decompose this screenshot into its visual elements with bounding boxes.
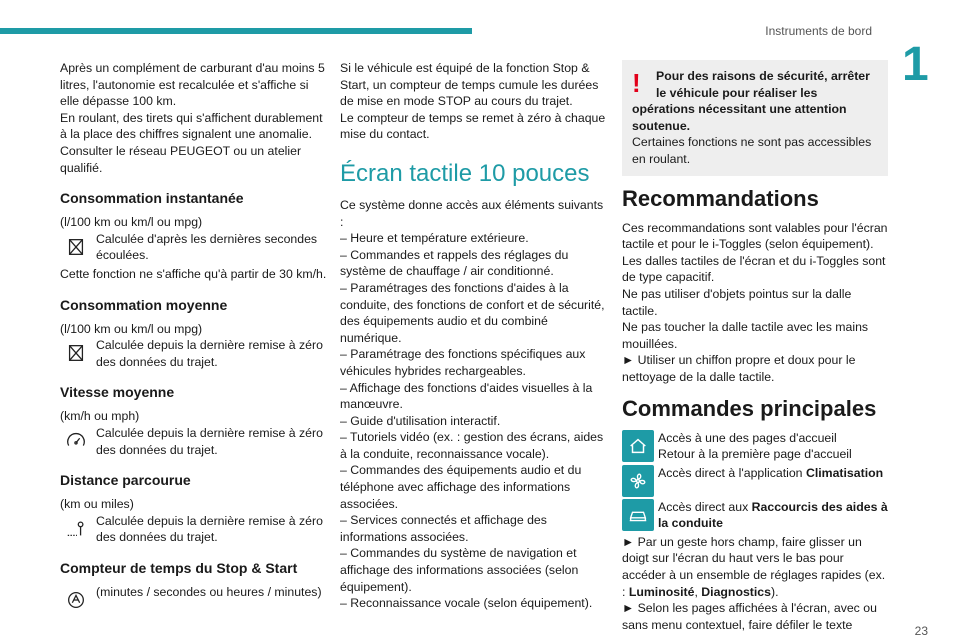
list-item: – Affichage des fonctions d'aides visuelles à la manœuvre. <box>340 380 593 412</box>
chapter-number: 1 <box>902 38 929 91</box>
reco-paragraph: Ne pas utiliser d'objets pointus sur la dalle tactile. <box>622 286 852 318</box>
section-desc-distance: Calculée depuis la dernière remise à zéro des données du trajet. <box>96 513 323 545</box>
section-desc-stopstart: (minutes / secondes ou heures / minutes) <box>96 584 322 599</box>
page-header-title: Instruments de bord <box>765 24 872 38</box>
reco-paragraph: ► Utiliser un chiffon propre et doux pour le nettoyage de la dalle tactile. <box>622 353 856 384</box>
section-desc-average: Calculée depuis la dernière remise à zéro des données du trajet. <box>96 338 323 369</box>
list-item: – Paramétrages des fonctions d'aides à la conduite, des fonctions de confort et de sécurité, des équipements audio et du combiné numérique. <box>340 280 605 345</box>
section-desc-speed: Calculée depuis la dernière remise à zéro des données du trajet. <box>96 425 323 457</box>
reco-paragraph: Ces recommandations sont valables pour l'écran tactile et pour le i-Toggles (selon équipement). <box>622 220 888 252</box>
list-item: – Paramétrage des fonctions spécifiques aux véhicules hybrides rechargeables. <box>340 347 586 378</box>
stopstart-reset-paragraph: Le compteur de temps se remet à zéro à chaque mise du contact. <box>340 110 606 142</box>
home-icon <box>622 430 654 462</box>
intro-paragraph-1: Après un complément de carburant d'au moins 5 litres, l'autonomie est recalculée et s'affiche si elle dépasse 100 km. <box>60 61 325 109</box>
command-home-line2: Retour à la première page d'accueil <box>658 447 852 462</box>
command-driving-aids <box>622 499 888 532</box>
list-item: – Tutoriels vidéo (ex. : gestion des écrans, aides à la conduite, reconnaissance vocale). <box>340 430 604 461</box>
command-home-line1: Accès à une des pages d'accueil <box>658 430 837 445</box>
reco-paragraph: Ne pas toucher la dalle tactile avec les mains mouillées. <box>622 320 869 351</box>
fuel-gauge-icon <box>60 231 92 263</box>
section-unit-average: (l/100 km ou km/l ou mpg) <box>60 321 203 336</box>
section-item-speed <box>60 425 328 458</box>
reco-paragraph: Les dalles tactiles de l'écran et du i-Toggles sont de type capacitif. <box>622 253 886 285</box>
warning-icon: ! <box>632 68 641 98</box>
command-climate-text: Accès direct à l'application Climatisation <box>658 465 884 480</box>
intro-paragraph-2: En roulant, des tirets qui s'affichent durablement à la place des chiffres signalent une anomalie. Consulter le réseau PEUGEOT ou un atelier qualifié. <box>60 110 323 175</box>
header-accent-bar <box>0 28 472 34</box>
recommendations-heading: Recommandations <box>622 185 819 211</box>
main-commands-heading: Commandes principales <box>622 395 877 421</box>
speedometer-icon <box>60 425 92 457</box>
page-number: 23 <box>914 624 928 639</box>
list-item: – Services connectés et affichage des informations associées. <box>340 513 547 544</box>
section-desc-instant: Calculée d'après les dernières secondes écoulées. <box>96 231 318 263</box>
section-title-stopstart: Compteur de temps du Stop & Start <box>60 559 298 576</box>
list-item: – Reconnaissance vocale (selon équipement). <box>340 596 593 611</box>
distance-pin-icon <box>60 513 92 545</box>
section-title-instant: Consommation instantanée <box>60 190 244 207</box>
command-home <box>622 430 888 463</box>
fan-icon <box>622 465 654 497</box>
list-item: – Commandes et rappels des réglages du système de chauffage / air conditionné. <box>340 247 569 279</box>
section-title-speed: Vitesse moyenne <box>60 384 175 401</box>
list-item: – Guide d'utilisation interactif. <box>340 413 501 428</box>
section-unit-distance: (km ou miles) <box>60 497 134 512</box>
section-note-instant: Cette fonction ne s'affiche qu'à partir de 30 km/h. <box>60 266 327 281</box>
list-item: – Commandes du système de navigation et affichage des informations associées (selon équipement). <box>340 546 579 594</box>
column-middle <box>340 60 606 612</box>
column-left <box>60 60 328 618</box>
warning-bold-text: Pour des raisons de sécurité, arrêter le véhicule pour réaliser les opérations nécessitant une attention soutenue. <box>632 69 870 133</box>
list-item: – Heure et température extérieure. <box>340 231 529 246</box>
section-item-distance <box>60 513 328 546</box>
stopstart-paragraph: Si le véhicule est équipé de la fonction Stop & Start, un compteur de temps cumule les durées de mise en mode STOP au cours du trajet. <box>340 61 599 109</box>
column-right <box>622 60 888 633</box>
touchscreen-lead: Ce système donne accès aux éléments suivants : <box>340 197 604 229</box>
warning-text: Certaines fonctions ne sont pas accessibles en roulant. <box>632 135 872 166</box>
section-title-average: Consommation moyenne <box>60 296 228 313</box>
section-item-instant <box>60 231 328 264</box>
gesture-paragraph-2: ► Selon les pages affichées à l'écran, avec ou sans menu contextuel, faire défiler le texte <box>622 601 877 632</box>
safety-warning-box <box>622 60 888 176</box>
section-unit-speed: (km/h ou mph) <box>60 409 140 424</box>
command-climate <box>622 465 888 497</box>
touchscreen-heading: Écran tactile 10 pouces <box>340 159 590 187</box>
command-driving-aids-text: Accès direct aux Raccourcis des aides à la conduite <box>658 499 888 531</box>
fuel-gauge-icon <box>60 337 92 369</box>
section-item-average <box>60 337 328 370</box>
section-item-stopstart <box>60 584 328 616</box>
gesture-paragraph-1: ► Par un geste hors champ, faire glisser un doigt sur l'écran du haut vers le bas pour accéder à un ensemble de réglages rapides (ex. : Luminosité, Diagnostics). <box>622 534 886 599</box>
list-item: – Commandes des équipements audio et du téléphone avec affichage des informations associées. <box>340 463 582 511</box>
car-icon <box>622 499 654 531</box>
stop-start-icon <box>60 584 92 616</box>
section-unit-instant: (l/100 km ou km/l ou mpg) <box>60 215 203 230</box>
section-title-distance: Distance parcourue <box>60 472 191 489</box>
